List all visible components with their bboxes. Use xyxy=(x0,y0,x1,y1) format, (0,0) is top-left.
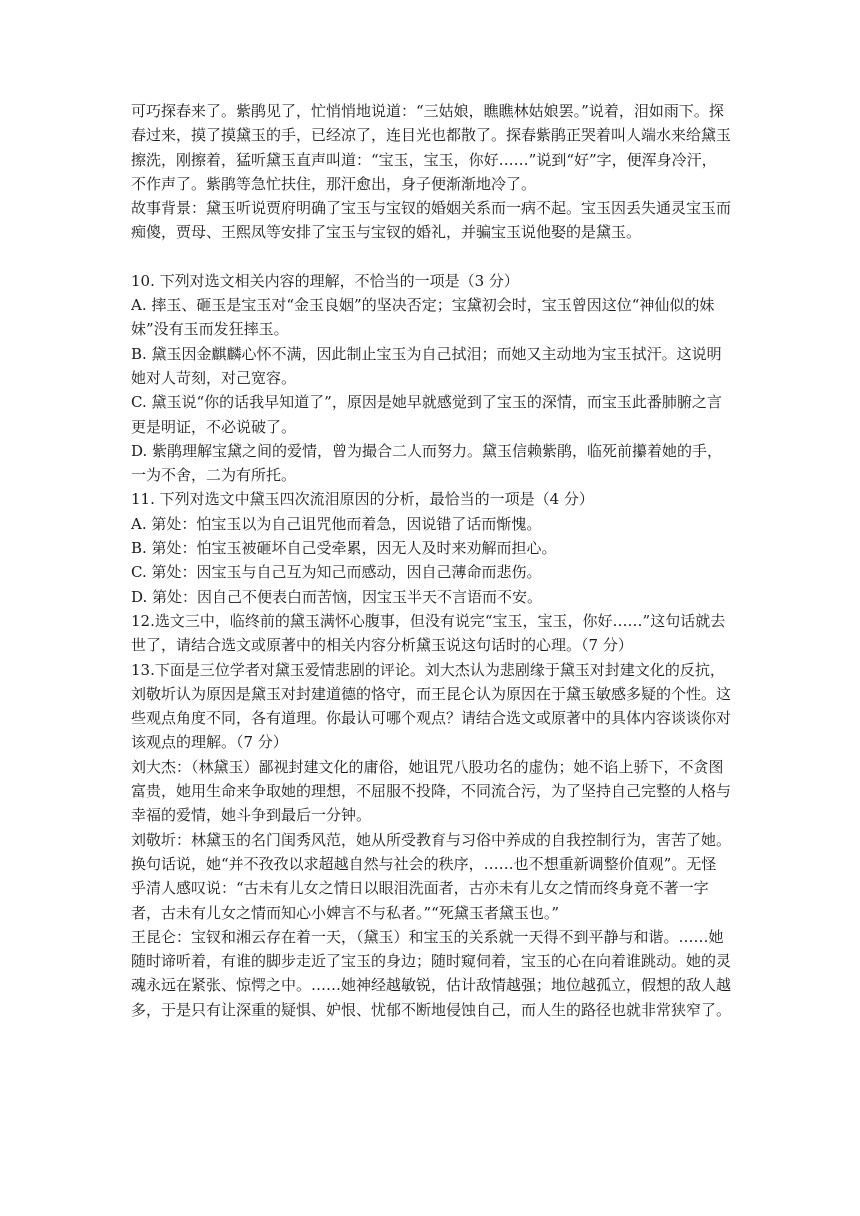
question-10-option-d: D. 紫鹃理解宝黛之间的爱情，曾为撮合二人而努力。黛玉信赖紫鹃，临死前攥着她的手，一为不舍，二为有所托。 xyxy=(131,441,723,485)
question-11-option-b: B. 第处：怕宝玉被砸坏自己受牵累，因无人及时来劝解而担心。 xyxy=(131,539,557,558)
question-11-option-c: C. 第处：因宝玉与自己互为知己而感动，因自己薄命而悲伤。 xyxy=(131,563,542,582)
question-13-comment-liu-jingqi: 刘敬圻：林黛玉的名门闺秀风范，她从所受教育与习俗中养成的自我控制行为，害苦了她。换句话说，她“并不孜孜以求超越自然与社会的秩序，……也不想重新调整价值观”。无怪乎清人感叹说：“古未有儿女之情日以眼泪洗面者，古亦未有儿女之情而终身竟不著一字者，古未有儿女之情而知心小婢言不与私者。”“死黛玉者黛玉也。” xyxy=(131,830,732,922)
question-10-option-a: A. 摔玉、砸玉是宝玉对“金玉良姻”的坚决否定；宝黛初会时，宝玉曾因这位“神仙似的妹妹”没有玉而发狂摔玉。 xyxy=(131,296,715,339)
question-11-option-a: A. 第处：怕宝玉以为自己诅咒他而着急，因说错了话而惭愧。 xyxy=(131,514,542,533)
question-10-option-c: C. 黛玉说“你的话我早知道了”，原因是她早就感觉到了宝玉的深情，而宝玉此番肺腑之言更是明证，不必说破了。 xyxy=(131,393,722,436)
question-11-option-d: D. 第处：因自己不便表白而苦恼，因宝玉半天不言语而不安。 xyxy=(131,587,543,606)
question-11-stem: 11. 下列对选文中黛玉四次流泪原因的分析，最恰当的一项是（4 分） xyxy=(131,490,594,509)
question-12: 12.选文三中，临终前的黛玉满怀心腹事，但没有说完“宝玉，宝玉，你好……”这句话就去世了，请结合选文或原著中的相关内容分析黛玉说这句话时的心理。（7 分） xyxy=(131,611,726,655)
question-13-comment-liu-dajie: 刘大杰：（林黛玉）鄙视封建文化的庸俗，她诅咒八股功名的虚伪；她不谄上骄下，不贪图富贵，她用生命来争取她的理想，不屈服不投降，不同流合污，为了坚持自己完整的人格与幸福的爱情，她斗争到最后一分钟。 xyxy=(131,757,732,825)
question-10-stem: 10. 下列对选文相关内容的理解，不恰当的一项是（3 分） xyxy=(131,271,519,290)
story-passage: 可巧探春来了。紫鹃见了，忙悄悄地说道：“三姑娘，瞧瞧林姑娘罢。”说着，泪如雨下。探春过来，摸了摸黛玉的手，已经凉了，连目光也都散了。探春紫鹃正哭着叫人端水来给黛玉擦洗，刚擦着，猛听黛玉直声叫道：“宝玉，宝玉，你好……”说到“好”字，便浑身冷汗，不作声了。紫鹃等急忙扶住，那汗愈出，身子便渐渐地冷了。 xyxy=(131,102,732,193)
document-body xyxy=(131,99,731,1022)
question-13-comment-wang-kunlun: 王昆仑：宝钗和湘云存在着一天，（黛玉）和宝玉的关系就一天得不到平静与和谐。……她随时谛听着，有谁的脚步走近了宝玉的身边；随时窥伺着，宝玉的心在向着谁跳动。她的灵魂永远在紧张、惊愕之中。……她神经越敏锐，估计敌情越强；地位越孤立，假想的敌人越多，于是只有让深重的疑惧、妒恨、忧郁不断地侵蚀自己，而人生的路径也就非常狭窄了。 xyxy=(131,927,732,1019)
question-13-stem: 13.下面是三位学者对黛玉爱情悲剧的评论。刘大杰认为悲剧缘于黛玉对封建文化的反抗，刘敬圻认为原因是黛玉对封建道德的恪守，而王昆仑认为原因在于黛玉敏感多疑的个性。这些观点角度不同，各有道理。你最认可哪个观点？请结合选文或原著中的具体内容谈谈你对该观点的理解。（7 分） xyxy=(131,660,732,752)
background-note: 故事背景：黛玉听说贾府明确了宝玉与宝钗的婚姻关系而一病不起。宝玉因丢失通灵宝玉而痴傻，贾母、王熙凤等安排了宝玉与宝钗的婚礼，并骗宝玉说他娶的是黛玉。 xyxy=(131,199,732,242)
paragraph-gap xyxy=(131,245,731,269)
question-10-option-b: B. 黛玉因金麒麟心怀不满，因此制止宝玉为自己拭泪；而她又主动地为宝玉拭汗。这说明她对人苛刻，对己宽容。 xyxy=(131,344,722,387)
